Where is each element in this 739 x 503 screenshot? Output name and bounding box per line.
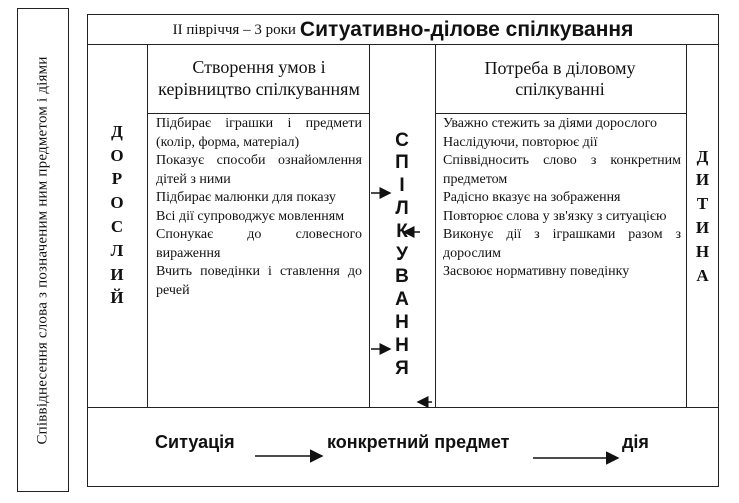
adult-action-item: Спонукає до словесного вираження — [156, 227, 362, 261]
child-action-item: Виконує дії з іграшками разом з дорослим — [443, 227, 681, 261]
center-label-letter: С — [395, 129, 409, 151]
child-action-item: Уважно стежить за діями дорослого — [443, 116, 657, 131]
adult-label-letter: Й — [110, 288, 124, 308]
title-row — [89, 16, 717, 44]
right-header-text: Потреба в діловому спілкуванні — [484, 57, 636, 99]
adult-label — [88, 121, 146, 308]
bottom-arrows — [250, 440, 630, 470]
center-label-letter: І — [399, 175, 405, 197]
adult-action-item: Показує способи ознайомлення дітей з ними — [156, 153, 362, 187]
center-label-letter: У — [396, 243, 408, 265]
adult-label-letter: Д — [111, 121, 123, 141]
flow-step-situation — [155, 425, 235, 459]
center-label-letter: Я — [395, 357, 409, 379]
center-label-letter: Н — [395, 334, 409, 356]
adult-action-item: Вчить поведінки і ставлення до речей — [156, 264, 362, 298]
child-label-letter: А — [696, 265, 709, 285]
title-prefix: ІІ півріччя – 3 роки — [172, 21, 296, 38]
adult-action-item: Підбирає іграшки і предмети (колір, форма, матеріал) — [156, 116, 362, 150]
side-label-box — [17, 8, 69, 492]
adult-label-letter: Л — [110, 240, 124, 260]
left-header-text: Створення умов і керівництво спілкуванням — [158, 57, 360, 99]
flow-step-1: Ситуація — [155, 431, 235, 452]
header-underline-left — [147, 113, 369, 114]
right-header — [470, 50, 650, 108]
divider-header-middle — [369, 44, 370, 113]
header-underline-right — [435, 113, 686, 114]
adult-actions-list — [156, 115, 362, 300]
center-label-letter: П — [395, 152, 409, 174]
adult-label-letter: С — [110, 217, 124, 236]
title-main: Ситуативно-ділове спілкування — [299, 18, 634, 41]
divider-adult-left — [147, 44, 148, 407]
adult-label-letter: И — [110, 264, 124, 284]
adult-action-item: Всі дії супроводжує мовленням — [156, 208, 345, 224]
adult-label-letter: О — [110, 193, 124, 213]
side-label: Співвіднесення слова з позначеним ним предметом і діями — [34, 55, 51, 445]
child-label-letter: И — [695, 218, 710, 237]
adult-label-letter: О — [110, 145, 124, 165]
child-label-letter: И — [695, 170, 710, 190]
child-label-letter: Н — [695, 241, 710, 261]
center-label-letter: В — [395, 266, 409, 288]
child-action-item: Засвоює нормативну поведінку — [443, 264, 630, 279]
flow-step-2: конкретний предмет — [327, 431, 510, 452]
center-label-letter: А — [395, 289, 409, 311]
center-label-letter: Л — [395, 198, 409, 220]
child-label-letter: Д — [696, 146, 709, 166]
child-action-item: Співвідносить слово з конкретним предметом — [443, 153, 681, 187]
child-action-item: Радісно вказує на зображення — [443, 190, 621, 205]
child-label — [687, 146, 718, 285]
adult-label-letter: Р — [111, 169, 123, 189]
child-action-item: Наслідуючи, повторює дії — [443, 134, 598, 150]
child-label-letter: Т — [696, 194, 709, 214]
child-action-item: Повторює слова у зв'язку з ситуацією — [443, 208, 667, 224]
left-header — [150, 45, 368, 112]
flow-arrows — [350, 140, 450, 420]
child-actions-list — [443, 115, 681, 282]
center-label-letter: Н — [395, 312, 409, 333]
adult-action-item: Підбирає малюнки для показу — [156, 190, 336, 205]
center-label-letter: К — [396, 220, 408, 242]
flow-step-3: дія — [622, 431, 649, 452]
